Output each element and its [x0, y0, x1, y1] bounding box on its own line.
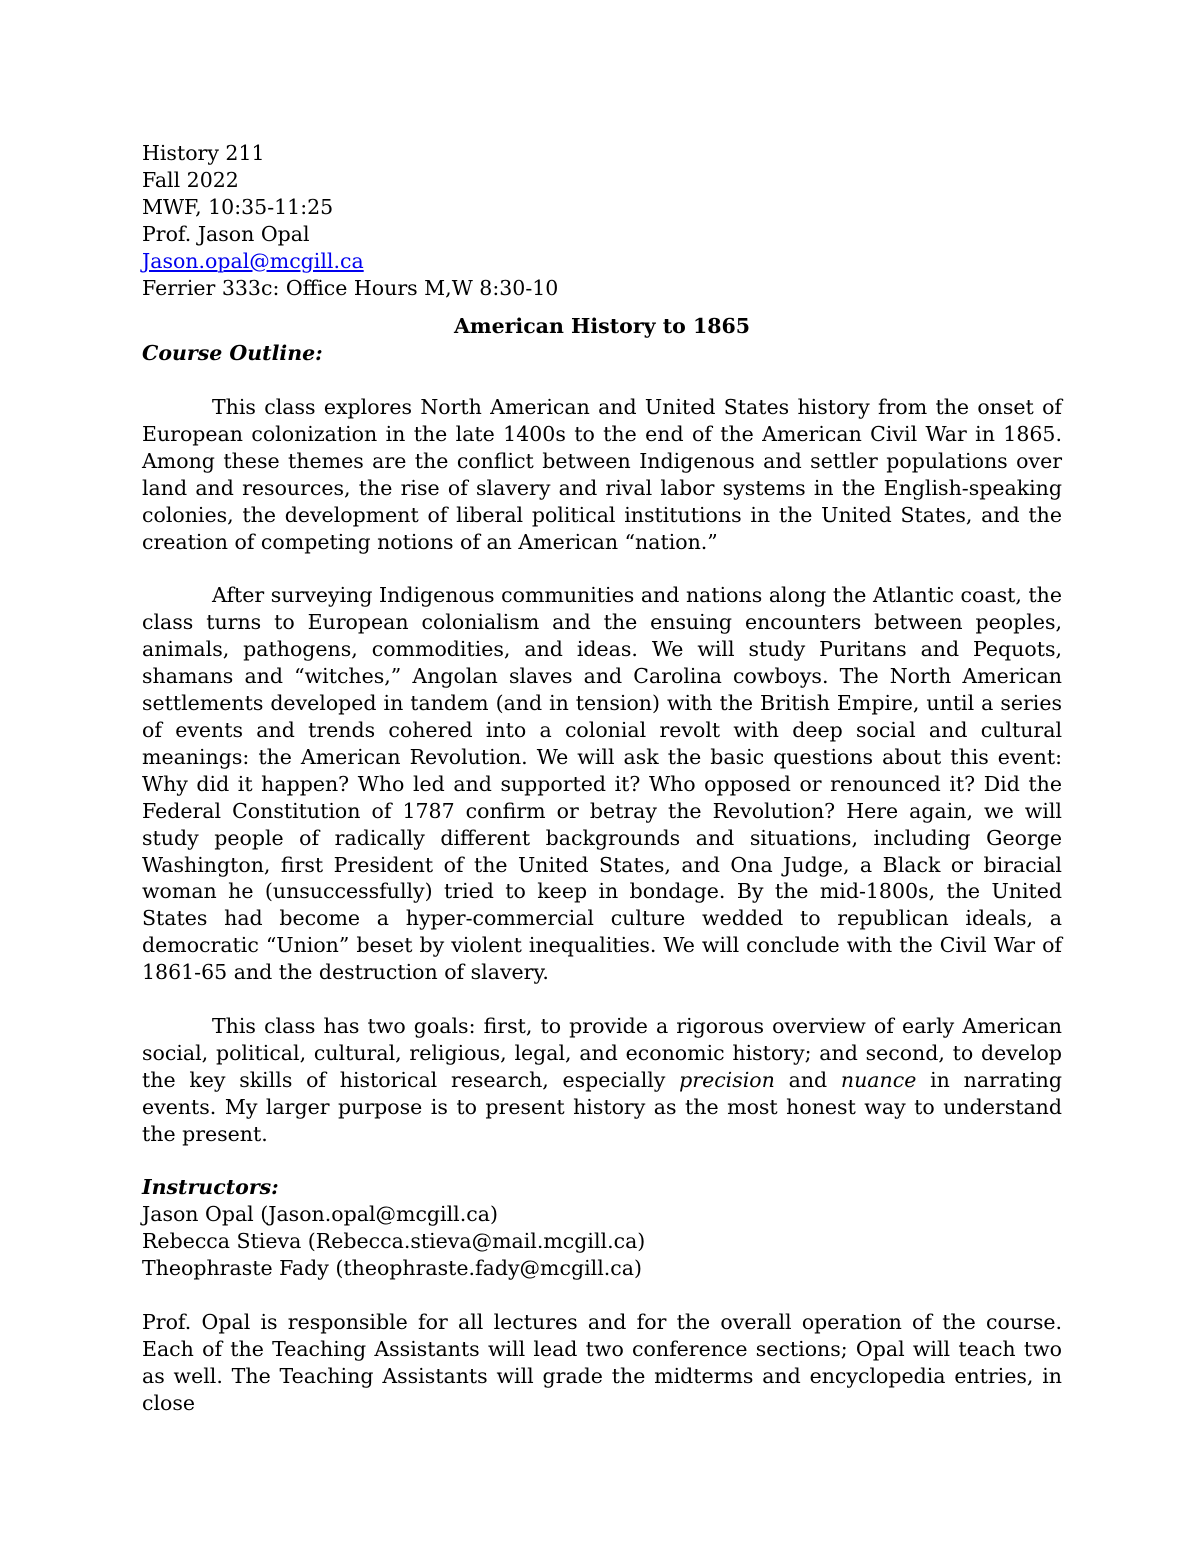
instructors-heading: Instructors: — [142, 1175, 279, 1200]
office-hours: Ferrier 333c: Office Hours M,W 8:30-10 — [142, 275, 559, 300]
goals-text-start: This class has two goals: first, to provide a rigorous overview of early American social, political, cultural, religious, legal, and economic history; and second, to develop the key skills of historical research, especially — [142, 1013, 1062, 1092]
course-term: Fall 2022 — [142, 167, 239, 192]
instructors-note: Prof. Opal is responsible for all lectures and for the overall operation of the course. Each of the Teaching Assistants will lead two conference sections; Opal will teach two as well. The Teaching Assistants will grade the midterms and encyclopedia entries, in close — [142, 1309, 1062, 1415]
goals-text-end: in narrating events. My larger purpose is to present history as the most honest way to understand the present. — [142, 1067, 1062, 1146]
course-outline-heading: Course Outline: — [142, 341, 323, 366]
outline-paragraph-2: After surveying Indigenous communities and nations along the Atlantic coast, the class turns to European colonialism and the ensuing encounters between peoples, animals, pathogens, commodities, and ideas. We will study Puritans and Pequots, shamans and “witches,” Angolan slaves and Carolina cowboys. The North American settlements developed in tandem (and in tension) with the British Empire, until a series of events and trends cohered into a colonial revolt with deep social and cultural meanings: the American Revolution. We will ask the basic questions about this event: Why did it happen? Who led and supported it? Who opposed or renounced it? Did the Federal Constitution of 1787 confirm or betray the Revolution? Here again, we will study people of radically different backgrounds and situations, including George Washington, first President of the United States, and Ona Judge, a Black or biracial woman he (unsuccessfully) tried to keep in bondage. By the mid-1800s, the United States had become a hyper-commercial culture wedded to republican ideals, a democratic “Union” beset by violent inequalities. We will conclude with the Civil War of 1861-65 and the destruction of slavery. — [142, 583, 1062, 985]
outline-paragraph-1: This class explores North American and United States history from the onset of European colonization in the late 1400s to the end of the American Civil War in 1865. Among these themes are the conflict between Indigenous and settler populations over land and resources, the rise of slavery and rival labor systems in the English-speaking colonies, the development of liberal political institutions in the United States, and the creation of competing notions of an American “nation.” — [142, 395, 1062, 554]
instructor-item: Jason Opal (Jason.opal@mcgill.ca) — [142, 1202, 498, 1227]
professor-email-link[interactable]: Jason.opal@mcgill.ca — [142, 248, 364, 273]
instructors-list — [142, 1201, 1062, 1282]
document-title: American History to 1865 — [453, 314, 751, 339]
course-header — [142, 140, 1062, 301]
professor-name: Prof. Jason Opal — [142, 221, 310, 246]
course-schedule: MWF, 10:35-11:25 — [142, 194, 334, 219]
document-page — [142, 140, 1062, 1417]
emphasis-precision: precision — [679, 1067, 775, 1092]
instructor-item: Rebecca Stieva (Rebecca.stieva@mail.mcgill.ca) — [142, 1229, 646, 1254]
emphasis-nuance: nuance — [840, 1067, 917, 1092]
outline-paragraph-3 — [142, 1013, 1062, 1148]
instructor-item: Theophraste Fady (theophraste.fady@mcgill.ca) — [142, 1256, 642, 1281]
course-code: History 211 — [142, 141, 265, 165]
goals-text-mid: and — [774, 1067, 841, 1092]
